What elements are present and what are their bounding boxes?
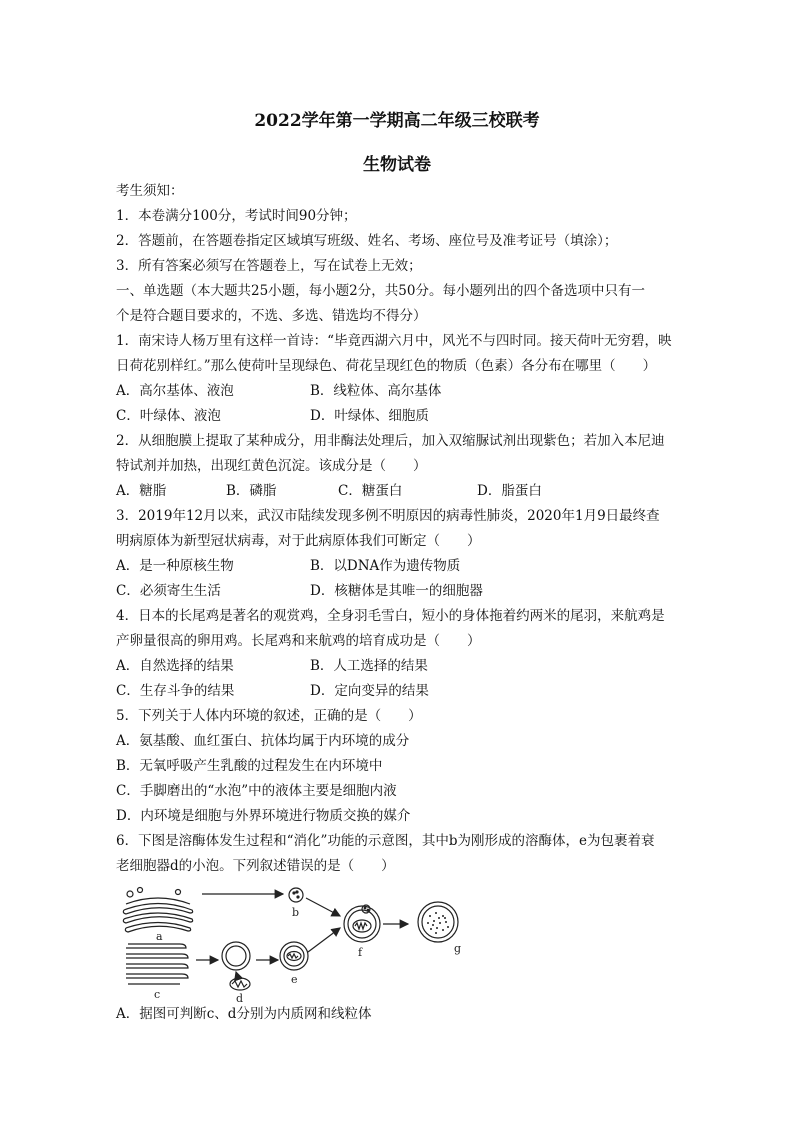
option-c: C．生存斗争的结果 xyxy=(116,683,235,699)
label-b: b xyxy=(292,906,300,919)
endoplasmic-reticulum xyxy=(126,944,188,984)
mitochondrion-d xyxy=(230,978,250,990)
forming-vesicle xyxy=(222,942,250,970)
option-b: B．人工选择的结果 xyxy=(310,658,428,674)
question-stem: 5．下列关于人体内环境的叙述，正确的是（ ） xyxy=(116,708,422,724)
option-a: A．自然选择的结果 xyxy=(116,658,234,674)
digestion-g xyxy=(418,902,458,942)
option-d: D．核糖体是其唯一的细胞器 xyxy=(310,583,483,599)
option-a: A．高尔基体、液泡 xyxy=(116,383,234,399)
question-stem: 日荷花别样红。”那么使荷叶呈现绿色、荷花呈现红色的物质（色素）各分布在哪里（ ） xyxy=(116,358,657,374)
option-c: C．叶绿体、液泡 xyxy=(116,408,221,424)
arrow xyxy=(306,898,340,916)
label-f: f xyxy=(358,946,363,959)
notice-heading: 考生须知： xyxy=(116,183,184,199)
label-a: a xyxy=(156,930,163,943)
option-b: B．无氧呼吸产生乳酸的过程发生在内环境中 xyxy=(116,758,383,774)
question-stem: 明病原体为新型冠状病毒，对于此病原体我们可断定（ ） xyxy=(116,533,481,549)
arrow xyxy=(308,928,340,952)
option-b: B．以DNA作为遗传物质 xyxy=(310,558,461,574)
question-stem: 特试剂并加热，出现红黄色沉淀。该成分是（ ） xyxy=(116,458,427,474)
fusion-f xyxy=(344,905,380,942)
notice-item: 2．答题前，在答题卷指定区域填写班级、姓名、考场、座位号及准考证号（填涂）； xyxy=(116,233,618,249)
notice-item: 1．本卷满分100分，考试时间90分钟； xyxy=(116,208,357,224)
option-c: C．手脚磨出的“水泡”中的液体主要是细胞内液 xyxy=(116,783,397,799)
label-c: c xyxy=(154,988,161,1001)
notice-item: 3．所有答案必须写在答题卷上，写在试卷上无效； xyxy=(116,258,422,274)
option-b: B．磷脂 xyxy=(226,483,277,499)
option-d: D．脂蛋白 xyxy=(477,483,542,499)
question-stem: 6．下图是溶酶体发生过程和“消化”功能的示意图，其中b为刚形成的溶酶体，e为包裹着衰 xyxy=(116,833,655,849)
option-a: A．据图可判断c、d分别为内质网和线粒体 xyxy=(116,1006,372,1022)
label-e: e xyxy=(291,973,298,986)
option-d: D．叶绿体、细胞质 xyxy=(310,408,429,424)
option-d: D．内环境是细胞与外界环境进行物质交换的媒介 xyxy=(116,808,411,824)
question-stem: 2．从细胞膜上提取了某种成分，用非酶法处理后，加入双缩脲试剂出现紫色；若加入本尼迪 xyxy=(116,433,665,449)
option-c: C．必须寄生生活 xyxy=(116,583,221,599)
exam-title: 2022学年第一学期高二年级三校联考 xyxy=(254,111,540,131)
exam-subtitle: 生物试卷 xyxy=(363,155,431,175)
question-stem: 3．2019年12月以来，武汉市陆续发现多例不明原因的病毒性肺炎，2020年1月9日最终查 xyxy=(116,508,660,524)
lysosome-b xyxy=(289,888,303,902)
section-heading-cont: 个是符合题目要求的，不选、多选、错选均不得分） xyxy=(116,308,427,324)
option-a: A．是一种原核生物 xyxy=(116,558,234,574)
option-a: A．糖脂 xyxy=(116,483,167,499)
lysosome-diagram xyxy=(118,882,478,1007)
label-g: g xyxy=(454,942,462,955)
question-stem: 4．日本的长尾鸡是著名的观赏鸡，全身羽毛雪白，短小的身体拖着约两米的尾羽，来航鸡是 xyxy=(116,608,665,624)
arrow xyxy=(236,972,238,978)
vesicle-e xyxy=(280,942,308,970)
label-d: d xyxy=(236,992,244,1005)
option-c: C．糖蛋白 xyxy=(338,483,403,499)
question-stem: 老细胞器d的小泡。下列叙述错误的是（ ） xyxy=(116,858,395,874)
option-a: A．氨基酸、血红蛋白、抗体均属于内环境的成分 xyxy=(116,733,410,749)
golgi-apparatus xyxy=(123,888,192,933)
option-b: B．线粒体、高尔基体 xyxy=(310,383,442,399)
question-stem: 产卵量很高的卵用鸡。长尾鸡和来航鸡的培育成功是（ ） xyxy=(116,633,481,649)
option-d: D．定向变异的结果 xyxy=(310,683,429,699)
section-heading: 一、单选题（本大题共25小题，每小题2分，共50分。每小题列出的四个备选项中只有一 xyxy=(116,283,645,299)
question-stem: 1．南宋诗人杨万里有这样一首诗：“毕竟西湖六月中，风光不与四时同。接天荷叶无穷碧，映 xyxy=(116,333,672,349)
